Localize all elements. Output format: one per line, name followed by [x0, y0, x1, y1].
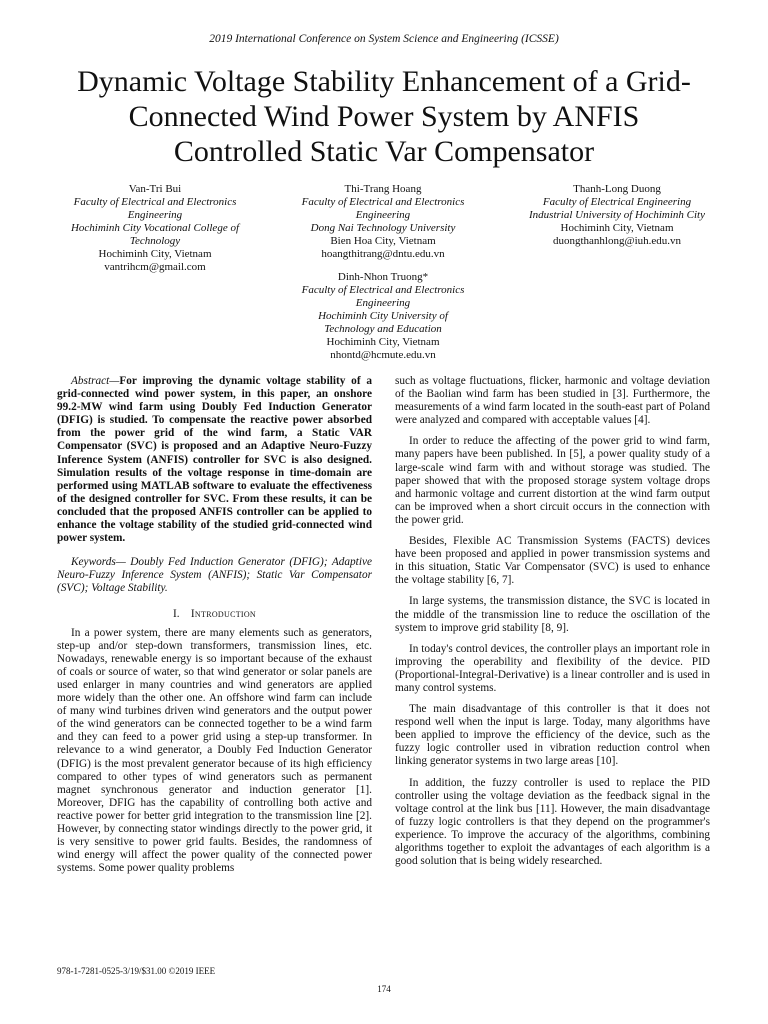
title-line-1: Dynamic Voltage Stability Enhancement of a Grid- — [77, 65, 691, 98]
paragraph: Besides, Flexible AC Transmission Systems (FACTS) devices have been proposed and applied in power transmission systems and in this situation, Static Var Compensator (SVC) is used to enhance the voltage stability [6, 7]. — [395, 535, 710, 587]
author-affiliation: Hochiminh City University of — [318, 310, 448, 322]
author-affiliation: Faculty of Electrical and Electronics — [301, 196, 465, 208]
right-column — [395, 375, 710, 868]
abstract — [57, 375, 372, 545]
author-email: vantrihcm@gmail.com — [104, 261, 206, 273]
conference-header: 2019 International Conference on System Science and Engineering (ICSSE) — [209, 33, 559, 45]
author-city: Hochiminh City, Vietnam — [98, 248, 212, 260]
author-affiliation: Hochiminh City Vocational College of — [70, 222, 240, 234]
abstract-text: For improving the dynamic voltage stability of a grid-connected wind power system, in this paper, an onshore 99.2-MW wind farm using Doubly Fed Induction Generator (DFIG) is studied. To compensate the reactive power absorbed from the power grid of the wind farm, a Static VAR Compensator (SVC) is proposed and an Adaptive Neuro-Fuzzy Inference System (ANFIS) controller for SVC is also designed. Simulation results of the voltage response in time-domain are performed using MATLAB software to evaluate the effectiveness of the designed controller for SVC. From these results, it can be concluded that the proposed ANFIS controller can be applied to enhance the voltage stability of the studied grid-connected wind power system. — [57, 375, 372, 545]
author-name: Dinh-Nhon Truong* — [337, 271, 429, 283]
keywords: Keywords— Doubly Fed Induction Generator (DFIG); Adaptive Neuro-Fuzzy Inference System (ANFIS); Static Var Compensator (SVC); Voltage Stability. — [57, 556, 372, 595]
author-name: Thi-Trang Hoang — [344, 183, 422, 195]
author-affiliation: Engineering — [355, 297, 411, 309]
author-email: nhontd@hcmute.edu.vn — [330, 349, 436, 361]
author-email: duongthanhlong@iuh.edu.vn — [552, 235, 682, 247]
title-line-3: Controlled Static Var Compensator — [173, 135, 595, 168]
left-column — [57, 375, 372, 875]
paragraph: In today's control devices, the controller plays an important role in improving the operability and flexibility of the device. PID (Proportional-Integral-Derivative) is a linear controller and is used in many control systems. — [395, 642, 710, 694]
author-city: Hochiminh City, Vietnam — [560, 222, 674, 234]
author-city: Hochiminh City, Vietnam — [326, 336, 440, 348]
paragraph: In large systems, the transmission distance, the SVC is located in the middle of the transmission line to reduce the oscillation of the system to improve grid stability [8, 9]. — [395, 595, 710, 634]
paper-title — [30, 64, 738, 169]
copyright-footer: 978-1-7281-0525-3/19/$31.00 ©2019 IEEE — [57, 966, 216, 976]
author-name: Van-Tri Bui — [128, 183, 182, 195]
author-block-1 — [60, 183, 250, 274]
paragraph: In order to reduce the affecting of the power grid to wind farm, many papers have been published. In [5], a power quality study of a large-scale wind farm with and without storage was studied. The paper showed that with the proposed storage system voltage drops and harmonic voltage and current distortion at the wind farm output can be improved when a short circuit occurs in the connection with the power grid. — [395, 435, 710, 526]
author-affiliation: Engineering — [127, 209, 183, 221]
author-affiliation: Engineering — [355, 209, 411, 221]
author-affiliation: Dong Nai Technology University — [310, 222, 456, 234]
abstract-lead: Abstract— — [71, 375, 120, 387]
author-city: Bien Hoa City, Vietnam — [330, 235, 436, 247]
author-block-2 — [288, 183, 478, 261]
author-affiliation: Faculty of Electrical and Electronics — [73, 196, 237, 208]
author-affiliation: Industrial University of Hochiminh City — [529, 209, 705, 221]
title-line-2: Connected Wind Power System by ANFIS — [128, 100, 640, 133]
paragraph: In a power system, there are many elements such as generators, step-up and/or step-down transformers, transmission lines, etc. Nowadays, renewable energy is so important because of the exhaust of coals or source of water, so that wind generator or solar panels are used enlarger in many countries and wind generators are applied more widely than the other one. An offshore wind farm can include of many wind turbines driven wind generators and the output power of the wind generators can be connected together to be a wind farm and they can feed to a power grid using a step-up transformer. In relevance to a wind generator, a Doubly Fed Induction Generator (DFIG) is the most prevalent generator because of its high efficiency compared to other types of wind generators such as permanent magnet synchronous generator and induction generator [1]. Moreover, DFIG has the capability of controlling both active and reactive power for better grid integration to the transmission line [2]. However, by connecting stator windings directly to the power grid, it is very sensitive to power grid faults. Besides, the randomness of wind energy will affect the power quality of the connected power systems. Some power quality problems — [57, 626, 372, 875]
author-affiliation: Faculty of Electrical Engineering — [542, 196, 692, 208]
author-email: hoangthitrang@dntu.edu.vn — [321, 248, 445, 260]
author-affiliation: Technology — [129, 235, 181, 247]
author-block-4 — [288, 271, 478, 362]
paragraph: such as voltage fluctuations, flicker, harmonic and voltage deviation of the Baolian wind farm has been studied in [3]. Furthermore, the measurements of a wind farm located in the south-east part of Poland were analyzed and compared with acceptable values [4]. — [395, 375, 710, 427]
section-number: I. — [172, 607, 180, 620]
section-title: Introduction — [190, 607, 257, 620]
paragraph: In addition, the fuzzy controller is used to replace the PID controller using the voltage deviation as the feedback signal in the voltage control at the link bus [11]. However, the main disadvantage of fuzzy logic controllers is that they depend on the programmer's experience. To improve the accuracy of the algorithms, combining algorithms together to exploit the advantages of each algorithm is a good solution that is being widely researched. — [395, 776, 710, 868]
author-affiliation: Faculty of Electrical and Electronics — [301, 284, 465, 296]
author-affiliation: Technology and Education — [324, 323, 442, 335]
author-name: Thanh-Long Duong — [573, 183, 661, 195]
paragraph: The main disadvantage of this controller is that it does not respond well when the input is large. Today, many algorithms have been applied to improve the efficiency of the device, such as the fuzzy logic controller used in vibration reduction control when linking generator systems in two large areas [10]. — [395, 703, 710, 768]
author-block-3 — [512, 183, 722, 248]
page-number: 174 — [377, 984, 391, 994]
section-heading — [57, 608, 372, 621]
